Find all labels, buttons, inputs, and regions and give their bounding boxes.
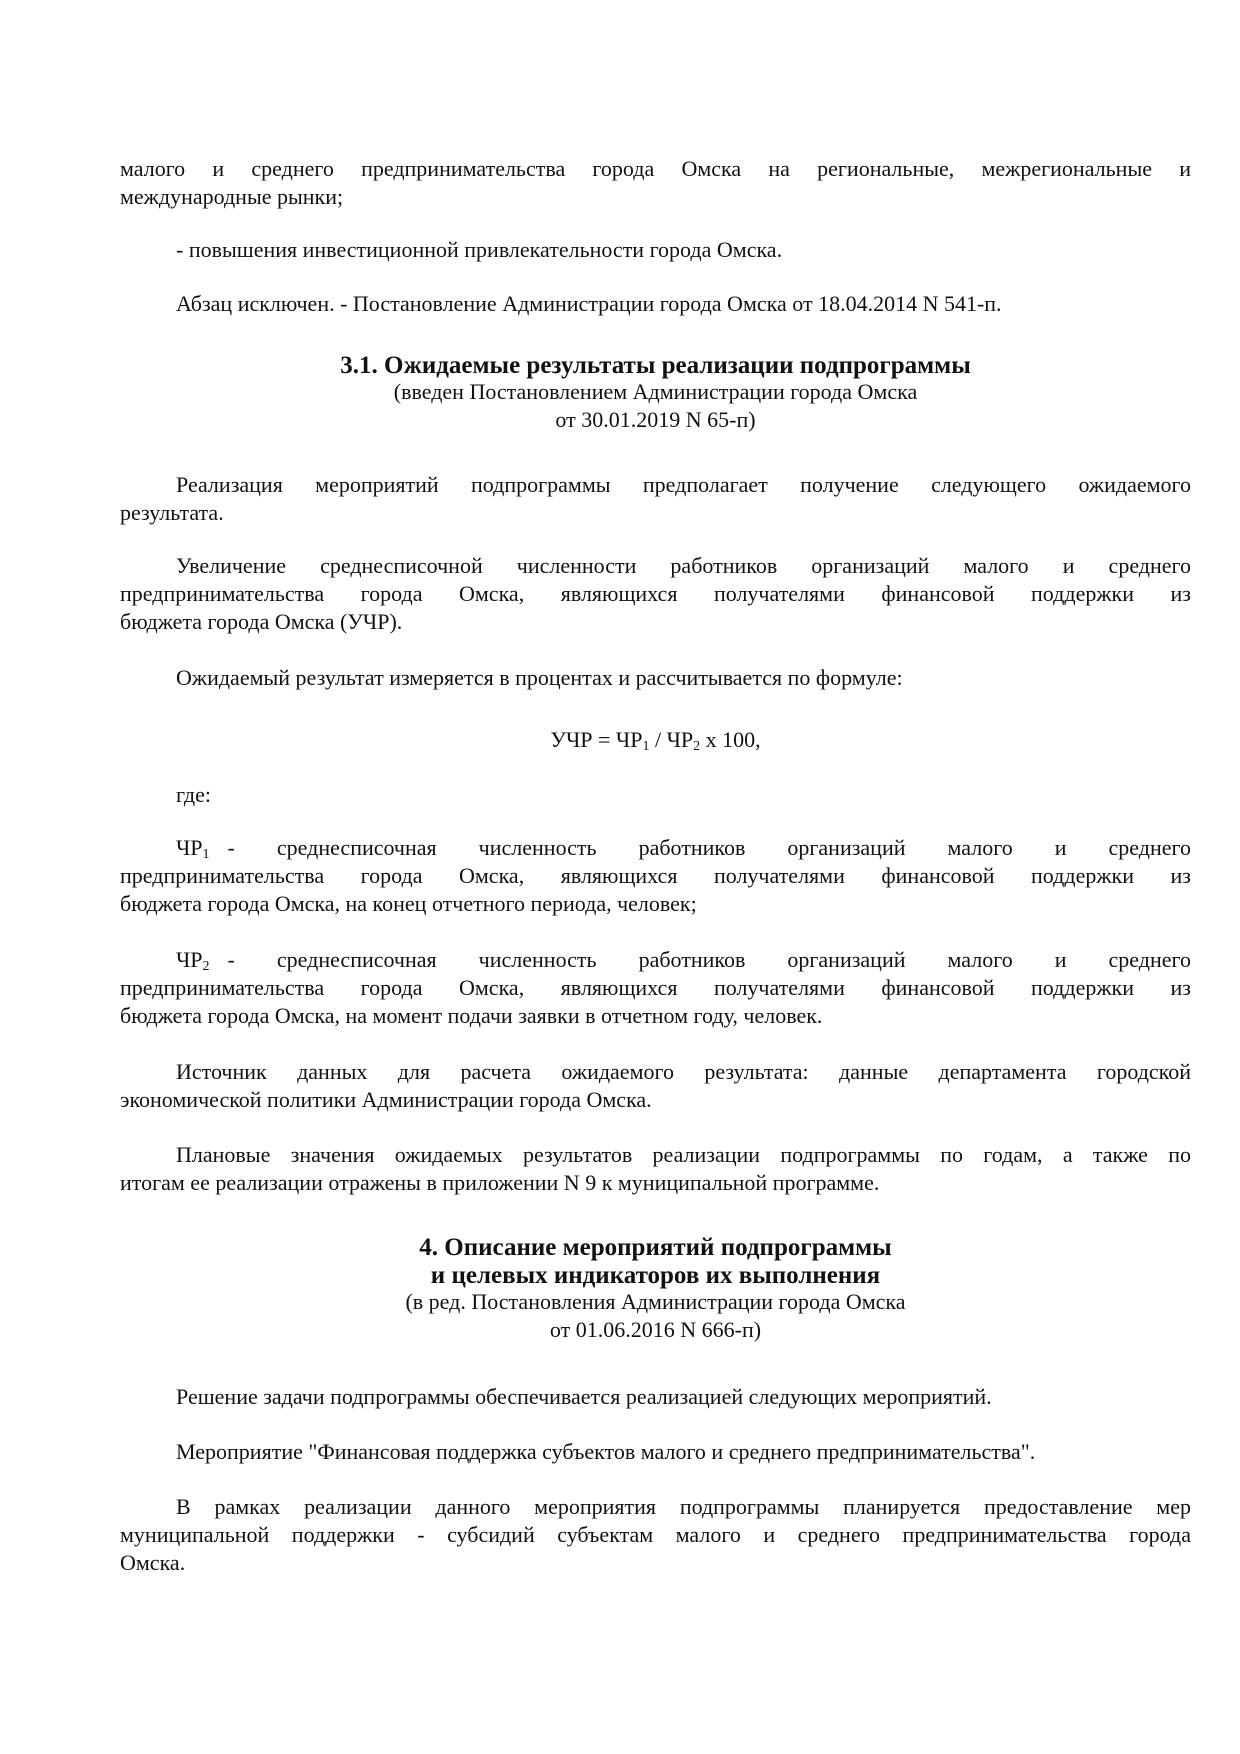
formula-subscript: 2 [693,739,701,754]
text-line: бюджета города Омска, на конец отчетного периода, человек; [120,891,697,916]
text-line: Плановые значения ожидаемых результатов реализации подпрограммы по годам, а также по [176,1142,1191,1167]
text-line: предпринимательства города Омска, являющихся получателями финансовой поддержки из [120,863,1191,888]
text-line: Омска. [120,1550,186,1575]
paragraph-where [120,781,1191,809]
text-line: малого и среднего предпринимательства города Омска на региональные, межрегиональные и [120,156,1191,181]
paragraph-support [120,1493,1191,1577]
symbol-subscript: 1 [202,847,210,862]
symbol-subscript: 2 [202,959,210,974]
text-line: Увеличение среднесписочной численности работников организаций малого и среднего [176,553,1191,578]
formula-part: УЧР = ЧР [550,727,643,752]
text-line: муниципальной поддержки - субсидий субъектам малого и среднего предпринимательства города [120,1522,1191,1547]
heading-note: от 30.01.2019 N 65-п) [555,407,756,432]
text-line: Решение задачи подпрограммы обеспечивается реализацией следующих мероприятий. [176,1384,992,1409]
paragraph-measure [120,1438,1191,1466]
text-line: бюджета города Омска, на момент подачи заявки в отчетном году, человек. [120,1003,823,1028]
text-line: международные рынки; [120,184,344,209]
symbol: ЧР [176,947,203,972]
text-line: - повышения инвестиционной привлекательности города Омска. [176,237,783,262]
definition-chr2 [120,946,1191,1030]
heading-note: (введен Постановлением Администрации города Омска [393,379,918,404]
text-line: где: [176,782,211,807]
text-line: Источник данных для расчета ожидаемого результата: данные департамента городской [176,1059,1191,1084]
formula-part: х 100, [700,727,761,752]
heading-title: 4. Описание мероприятий подпрограммы [419,1234,892,1261]
text-line: бюджета города Омска (УЧР). [120,609,403,634]
text-line: Абзац исключен. - Постановление Администрации города Омска от 18.04.2014 N 541-п. [176,291,1002,316]
paragraph-excluded [120,290,1191,318]
text-line: предпринимательства города Омска, являющихся получателями финансовой поддержки из [120,581,1191,606]
heading-note: (в ред. Постановления Администрации города Омска [405,1289,906,1314]
paragraph-planned [120,1141,1191,1197]
paragraph-investment [120,236,1191,264]
text-line: В рамках реализации данного мероприятия подпрограммы планируется предоставление мер [176,1494,1191,1519]
paragraph-source [120,1058,1191,1114]
text-line: экономической политики Администрации города Омска. [120,1087,652,1112]
paragraph-realization [120,471,1191,527]
text-line: результата. [120,500,224,525]
symbol: ЧР [176,835,203,860]
definition-chr1 [120,834,1191,918]
text-line: Мероприятие "Финансовая поддержка субъектов малого и среднего предпринимательства". [176,1439,1036,1464]
heading-title: и целевых индикаторов их выполнения [430,1262,881,1289]
text-line: - среднесписочная численность работников организаций малого и среднего [227,947,1191,972]
text-line: Ожидаемый результат измеряется в процентах и рассчитывается по формуле: [176,665,903,690]
paragraph-markets [120,155,1191,211]
text-line: - среднесписочная численность работников организаций малого и среднего [227,835,1191,860]
text-line: Реализация мероприятий подпрограммы предполагает получение следующего ожидаемого [176,472,1191,497]
paragraph-increase [120,552,1191,636]
formula-subscript: 1 [642,739,650,754]
section-heading-3-1 [120,350,1191,434]
formula-part: / ЧР [649,727,694,752]
heading-note: от 01.06.2016 N 666-п) [549,1317,762,1342]
heading-title: 3.1. Ожидаемые результаты реализации подпрограммы [340,352,971,379]
section-heading-4 [120,1232,1191,1344]
formula [120,726,1191,754]
paragraph-measured [120,664,1191,692]
text-line: предпринимательства города Омска, являющихся получателями финансовой поддержки из [120,975,1191,1000]
text-line: итогам ее реализации отражены в приложении N 9 к муниципальной программе. [120,1170,880,1195]
paragraph-solution [120,1383,1191,1411]
